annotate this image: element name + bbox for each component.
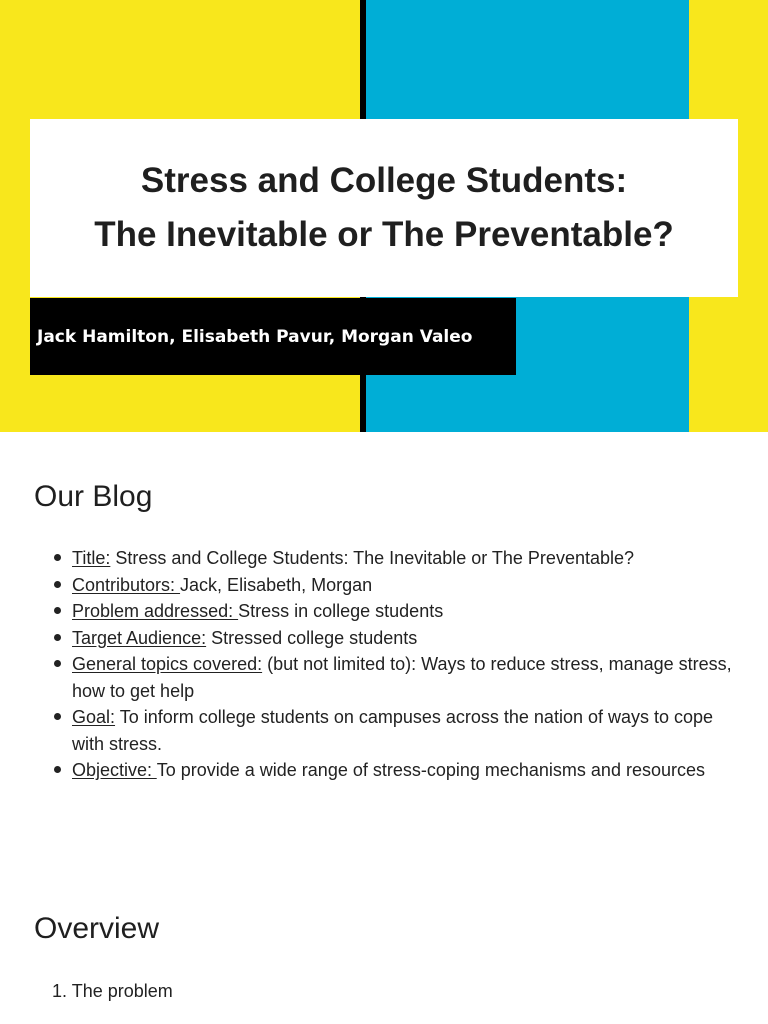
list-item [54,704,734,757]
item-label: Contributors: [72,574,181,595]
item-label: General topics covered: [72,654,263,674]
blog-heading: Our Blog [34,480,153,513]
list-item [54,598,734,625]
item-text: The problem [71,981,173,1001]
item-text: Stress in college students [238,601,444,621]
author-box [30,298,516,375]
list-item [52,978,173,1004]
list-item [54,572,734,599]
item-text: Stressed college students [206,627,418,648]
item-label: Title: [72,548,111,568]
list-item [54,651,734,704]
title-slide [0,0,768,432]
item-text: Stress and College Students: The Inevitable or The Preventable? [110,548,635,568]
item-text: To inform college students on campuses across the nation of ways to cope with stress. [72,707,714,754]
item-text: Jack, Elisabeth, Morgan [180,574,373,595]
list-item [54,757,734,784]
item-label: Problem addressed: [72,601,239,621]
item-number: 1. [52,981,68,1001]
blog-list [54,545,734,784]
slide-title-line-1: Stress and College Students: [140,161,628,200]
item-label: Target Audience: [72,627,207,648]
list-item [54,625,734,652]
title-box [30,119,738,297]
item-text: (but not limited to): Ways to reduce stress, manage stress, how to get help [72,654,732,701]
slide-title-line-2: The Inevitable or The Preventable? [94,215,674,254]
list-item [54,545,734,572]
item-label: Goal: [72,707,116,727]
overview-list [52,978,173,1004]
item-label: Objective: [72,760,157,780]
overview-heading: Overview [34,912,160,945]
item-text: To provide a wide range of stress-coping mechanisms and resources [156,760,705,780]
authors-text: Jack Hamilton, Elisabeth Pavur, Morgan Valeo [37,326,473,347]
